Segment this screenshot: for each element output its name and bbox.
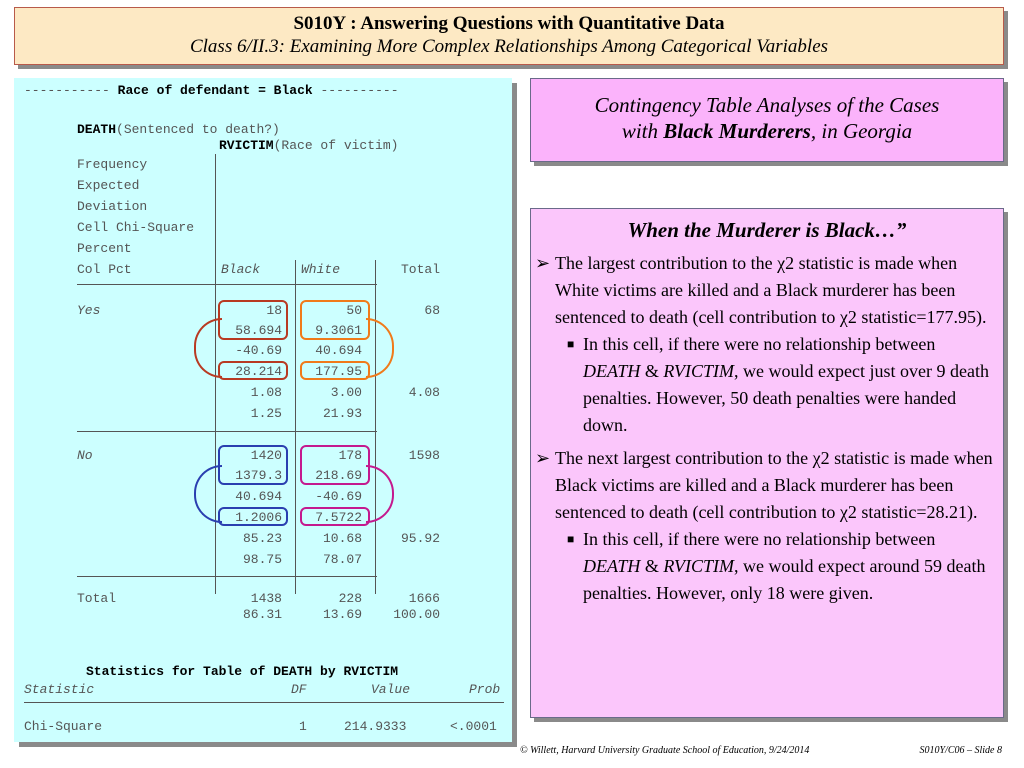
stats-header-df: DF bbox=[291, 682, 307, 697]
total-white-freq: 228 bbox=[338, 591, 362, 606]
bracket-yes-white bbox=[366, 318, 394, 378]
cell-no-white-expected: 218.69 bbox=[315, 468, 362, 483]
stat-line-percent: Percent bbox=[77, 241, 132, 256]
cell-no-white-deviation: -40.69 bbox=[315, 489, 362, 504]
footer-copyright: © Willett, Harvard University Graduate School of Education, 9/24/2014 bbox=[520, 745, 810, 756]
highlight-no-black-chisq bbox=[218, 507, 288, 526]
footer-slide-number: S010Y/C06 – Slide 8 bbox=[919, 745, 1002, 756]
cell-yes-black-deviation: -40.69 bbox=[235, 343, 282, 358]
slide-header bbox=[14, 7, 1004, 65]
bracket-yes-black bbox=[194, 318, 222, 378]
cell-no-total-freq: 1598 bbox=[408, 448, 440, 463]
col-header-black: Black bbox=[221, 262, 261, 277]
explanation-heading: When the Murderer is Black…” bbox=[627, 218, 907, 242]
stat-line-colpct: Col Pct bbox=[77, 262, 132, 277]
stats-row-prob: <.0001 bbox=[450, 719, 497, 734]
total-total-percent: 100.00 bbox=[393, 607, 440, 622]
sub2-em2: RVICTIM bbox=[663, 556, 735, 576]
arrow-bullet-icon: ➢ bbox=[535, 253, 551, 273]
bullet-text-1: The largest contribution to the χ2 statistic is made when White victims are killed and a Black murderer has been sentenced to death (cell contribution to χ2 statistic=177.95). bbox=[555, 253, 987, 327]
highlight-yes-white-chisq bbox=[300, 361, 370, 380]
stats-header-statistic: Statistic bbox=[24, 682, 95, 697]
cell-yes-total-percent: 4.08 bbox=[408, 385, 440, 400]
cell-no-white-percent: 10.68 bbox=[322, 531, 362, 546]
col-header-total: Total bbox=[400, 262, 440, 277]
arrow-bullet-icon: ➢ bbox=[535, 448, 551, 468]
cell-no-black-expected: 1379.3 bbox=[235, 468, 282, 483]
row-label-total: Total bbox=[77, 591, 117, 606]
stats-header-prob: Prob bbox=[469, 682, 501, 697]
sub1-pre: In this cell, if there were no relationship between bbox=[583, 334, 936, 354]
explanation-panel bbox=[530, 208, 1004, 718]
stats-row-statistic: Chi-Square bbox=[24, 719, 103, 734]
sub2-em1: DEATH bbox=[583, 556, 641, 576]
bracket-no-white bbox=[366, 465, 394, 523]
highlight-no-black-freq bbox=[218, 445, 288, 485]
sub1-post: , we would expect just over 9 death penalties. However, 50 death penalties were handed down. bbox=[583, 361, 989, 435]
banner-dash-left: ----------- bbox=[24, 83, 110, 98]
banner-title: Race of defendant = Black bbox=[117, 83, 313, 98]
stat-line-deviation: Deviation bbox=[77, 199, 148, 214]
sub1-em2: RVICTIM bbox=[663, 361, 735, 381]
sas-banner bbox=[24, 83, 399, 98]
cell-yes-white-freq: 50 bbox=[346, 303, 362, 318]
sas-output-panel bbox=[14, 78, 512, 742]
row-label-yes: Yes bbox=[77, 303, 101, 318]
stats-row-value: 214.9333 bbox=[344, 719, 407, 734]
square-bullet-icon: ■ bbox=[567, 337, 575, 351]
stat-line-cell-chisq: Cell Chi-Square bbox=[77, 220, 195, 235]
sub2-pre: In this cell, if there were no relationship between bbox=[583, 529, 936, 549]
col-var-label: (Race of victim) bbox=[273, 138, 399, 153]
sub2-post: , we would expect around 59 death penalties. However, only 18 were given. bbox=[583, 556, 986, 603]
cell-yes-black-percent: 1.08 bbox=[250, 385, 282, 400]
cell-no-black-colpct: 98.75 bbox=[242, 552, 282, 567]
total-black-percent: 86.31 bbox=[242, 607, 282, 622]
highlight-no-white-chisq bbox=[300, 507, 370, 526]
stats-header-value: Value bbox=[371, 682, 411, 697]
cell-yes-white-expected: 9.3061 bbox=[315, 323, 362, 338]
cell-no-total-percent: 95.92 bbox=[400, 531, 440, 546]
row-variable bbox=[77, 122, 280, 137]
sub-bullet-1 bbox=[531, 331, 997, 439]
square-bullet-icon: ■ bbox=[567, 532, 575, 546]
bracket-no-black bbox=[194, 465, 222, 523]
stat-line-frequency: Frequency bbox=[77, 157, 148, 172]
analysis-title-panel bbox=[530, 78, 1004, 162]
total-total-freq: 1666 bbox=[408, 591, 440, 606]
cell-no-white-freq: 178 bbox=[338, 448, 362, 463]
grid-hline-mid bbox=[77, 431, 377, 432]
banner-dash-right: ---------- bbox=[320, 83, 399, 98]
stats-divider bbox=[24, 702, 504, 703]
stat-line-expected: Expected bbox=[77, 178, 140, 193]
highlight-no-white-freq bbox=[300, 445, 370, 485]
total-white-percent: 13.69 bbox=[322, 607, 362, 622]
title-line2-post: , in Georgia bbox=[810, 119, 913, 143]
cell-yes-white-deviation: 40.694 bbox=[315, 343, 362, 358]
cell-yes-black-chisq: 28.214 bbox=[235, 364, 282, 379]
slide-footer bbox=[520, 745, 1010, 756]
total-black-freq: 1438 bbox=[250, 591, 282, 606]
sub-bullet-2 bbox=[531, 526, 997, 607]
cell-yes-total-freq: 68 bbox=[424, 303, 440, 318]
title-line2-pre: with bbox=[621, 119, 664, 143]
cell-yes-black-expected: 58.694 bbox=[235, 323, 282, 338]
stats-title: Statistics for Table of DEATH by RVICTIM bbox=[86, 664, 399, 679]
stats-row-df: 1 bbox=[299, 719, 307, 734]
highlight-yes-white-freq bbox=[300, 300, 370, 340]
row-var-label: (Sentenced to death?) bbox=[116, 122, 280, 137]
cell-yes-white-colpct: 21.93 bbox=[322, 406, 362, 421]
col-header-white: White bbox=[301, 262, 341, 277]
cell-yes-white-percent: 3.00 bbox=[330, 385, 362, 400]
cell-no-black-percent: 85.23 bbox=[242, 531, 282, 546]
bullet-next-largest bbox=[535, 445, 997, 526]
bullet-largest-contribution bbox=[535, 250, 997, 331]
analysis-title-line2 bbox=[531, 118, 1003, 144]
cell-yes-black-freq: 18 bbox=[266, 303, 282, 318]
row-var-name: DEATH bbox=[77, 122, 117, 137]
cell-no-white-colpct: 78.07 bbox=[322, 552, 362, 567]
cell-no-black-chisq: 1.2006 bbox=[235, 510, 282, 525]
col-variable bbox=[219, 138, 398, 153]
cell-no-black-freq: 1420 bbox=[250, 448, 282, 463]
cell-yes-white-chisq: 177.95 bbox=[315, 364, 362, 379]
sub1-mid: & bbox=[640, 361, 664, 381]
col-var-name: RVICTIM bbox=[219, 138, 274, 153]
highlight-yes-black-freq bbox=[218, 300, 288, 340]
analysis-title-line1: Contingency Table Analyses of the Cases bbox=[594, 93, 940, 117]
row-label-no: No bbox=[77, 448, 93, 463]
cell-yes-black-colpct: 1.25 bbox=[250, 406, 282, 421]
sub1-em1: DEATH bbox=[583, 361, 641, 381]
grid-hline-bottom bbox=[77, 576, 377, 577]
slide-subtitle: Class 6/II.3: Examining More Complex Relationships Among Categorical Variables bbox=[189, 36, 829, 57]
slide-title: S010Y : Answering Questions with Quantitative Data bbox=[293, 13, 725, 34]
cell-no-white-chisq: 7.5722 bbox=[315, 510, 362, 525]
bullet-text-2: The next largest contribution to the χ2 statistic is made when Black victims are killed and a Black murderer has been sentenced to death (cell contribution to χ2 statistic=28.21). bbox=[555, 448, 993, 522]
sub2-mid: & bbox=[640, 556, 664, 576]
cell-no-black-deviation: 40.694 bbox=[235, 489, 282, 504]
grid-hline-header bbox=[77, 284, 377, 285]
highlight-yes-black-chisq bbox=[218, 361, 288, 380]
title-line2-bold: Black Murderers bbox=[663, 119, 811, 143]
